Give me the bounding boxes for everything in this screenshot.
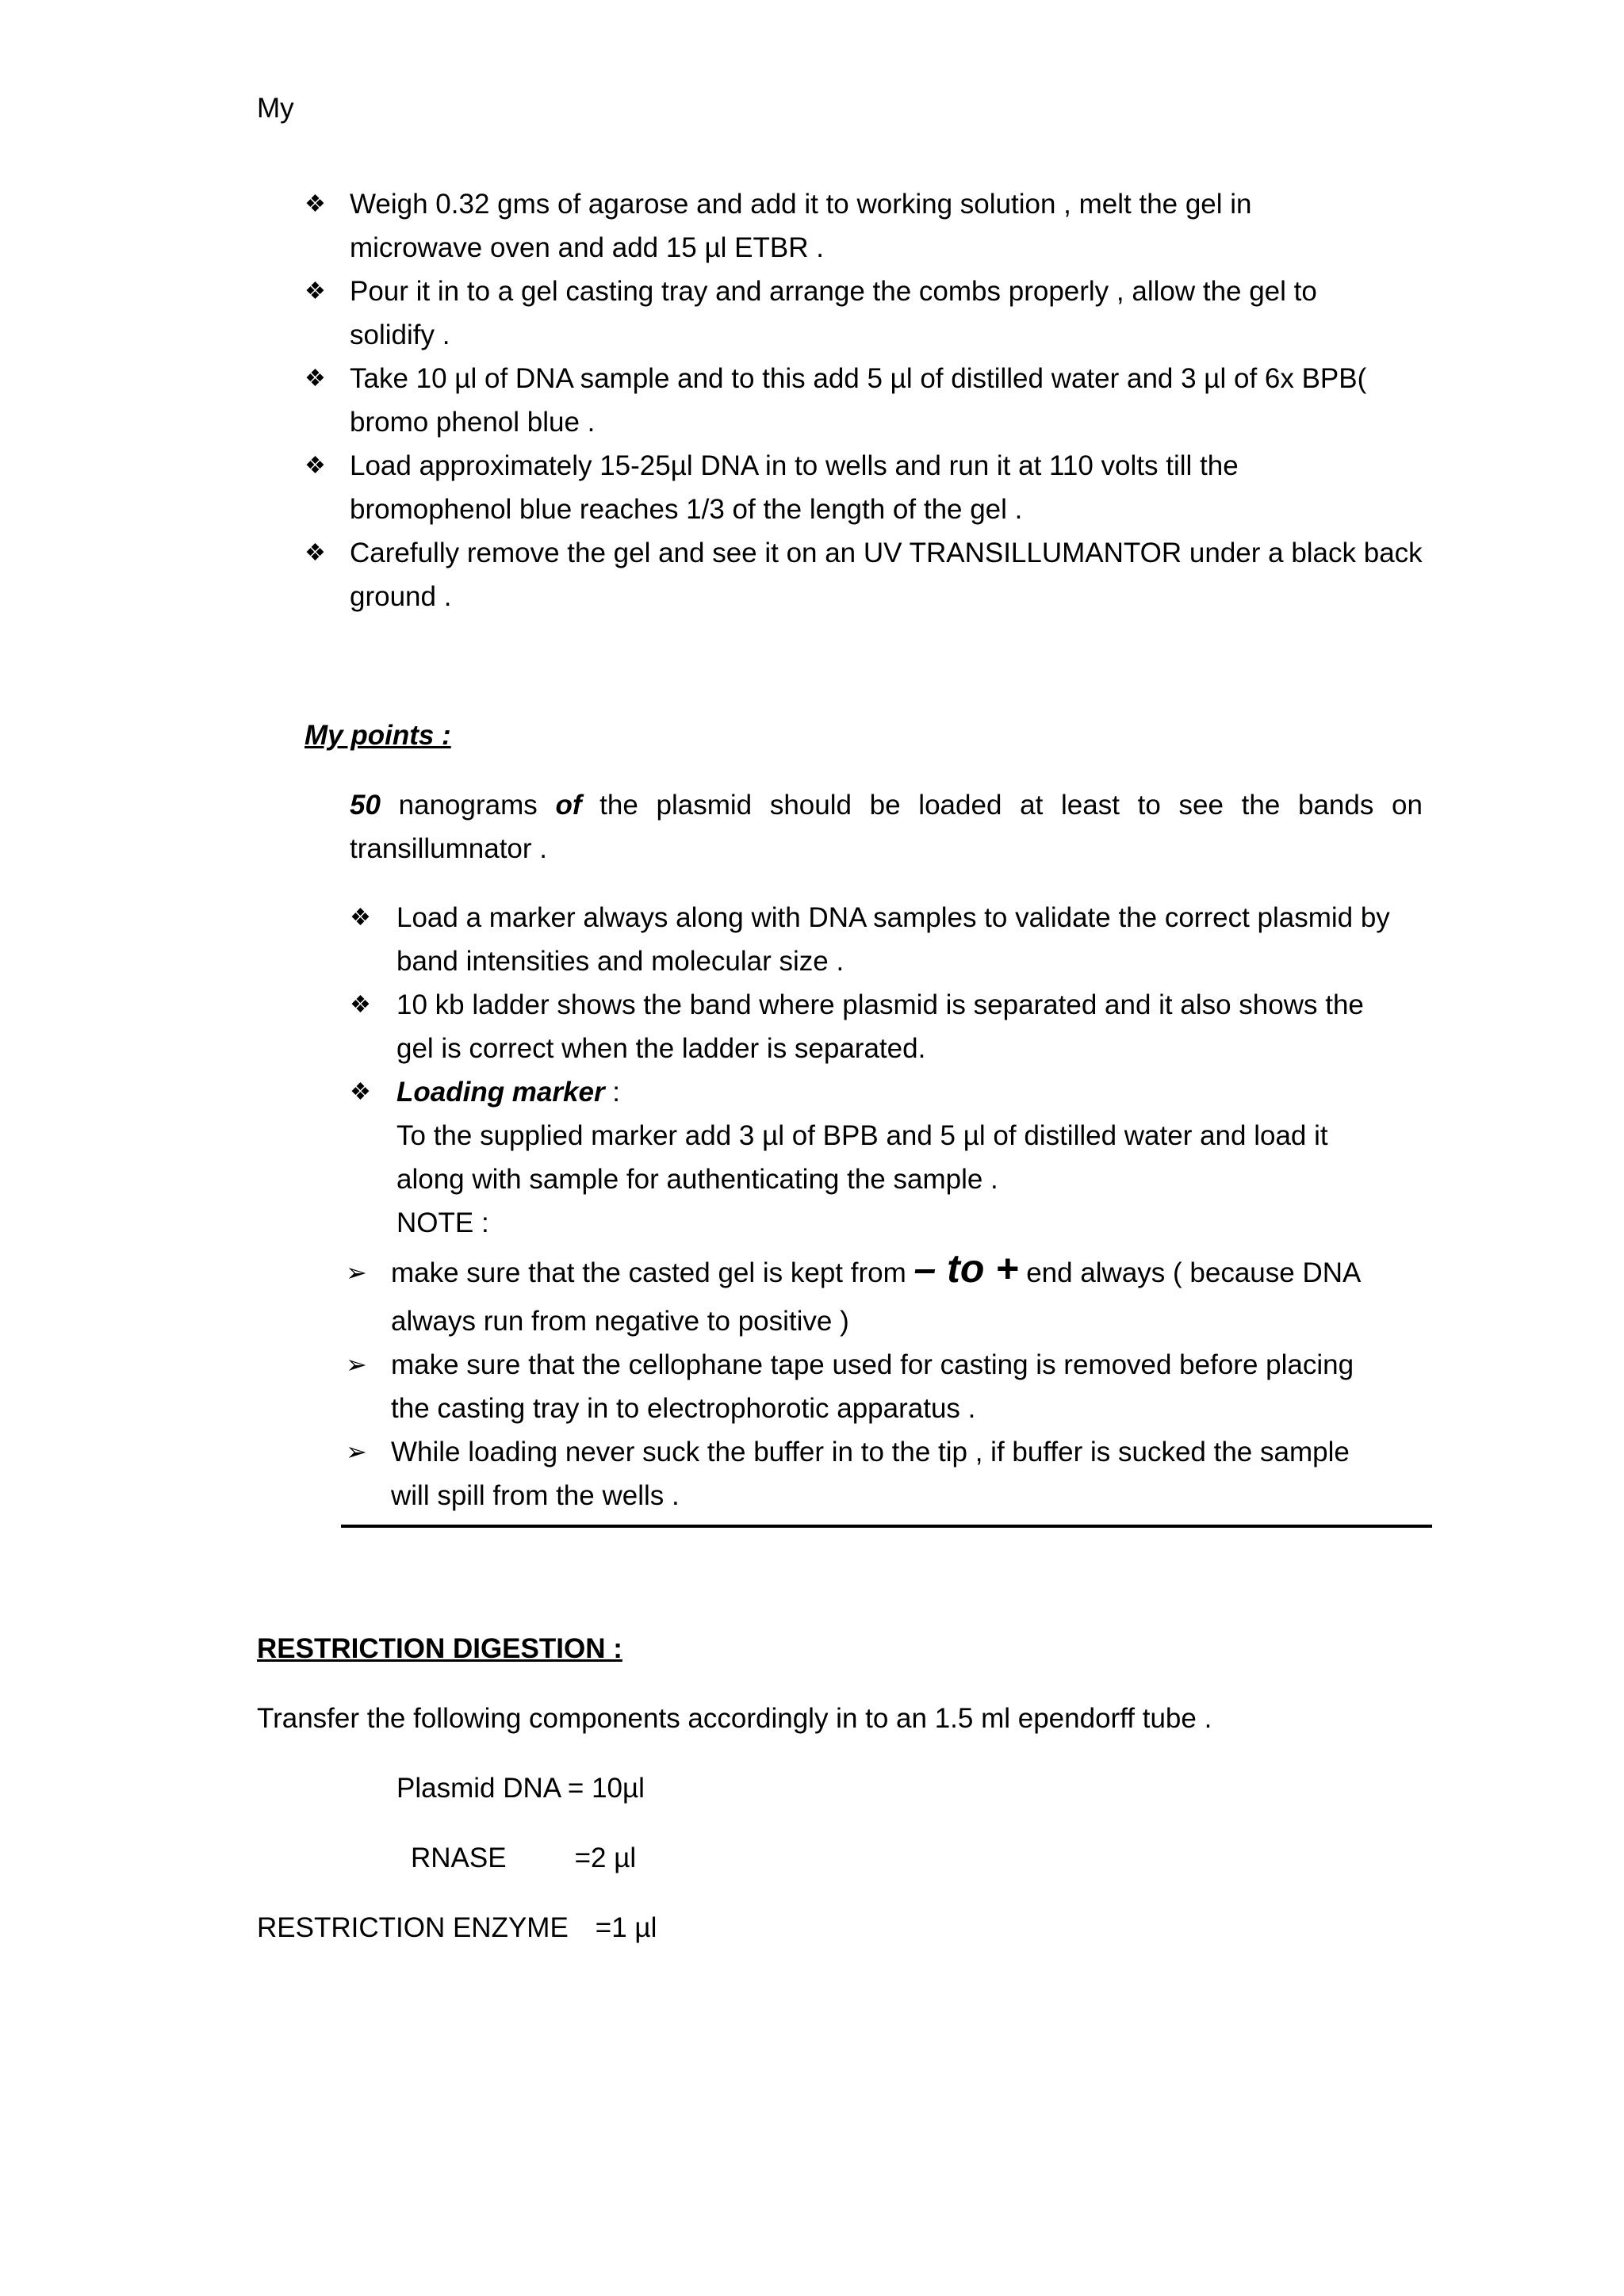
section-intro: Transfer the following components accordingly in to an 1.5 ml ependorff tube . [257,1703,1212,1734]
section-heading: RESTRICTION DIGESTION : [257,1633,622,1664]
component-row: RNASE =2 µl [411,1843,637,1873]
horizontal-rule [341,1525,1432,1528]
diamond-bullet-icon: ❖ [304,365,326,392]
polarity-sign: – to + [914,1246,1019,1291]
component-row: RESTRICTION ENZYME =1 µl [257,1912,657,1943]
diamond-bullet-icon: ❖ [304,540,326,566]
loading-marker-label: Loading marker [396,1077,605,1108]
arrow-bullet-icon: ➢ [346,1258,367,1287]
diamond-bullet-icon: ❖ [304,191,326,217]
paragraph-emphasis: of [555,790,582,821]
diamond-bullet-icon: ❖ [350,992,371,1018]
arrow-bullet-icon: ➢ [346,1350,367,1379]
component-row: Plasmid DNA = 10µl [396,1773,645,1804]
diamond-bullet-icon: ❖ [350,1079,371,1105]
points-heading: My points : [304,720,451,751]
diamond-bullet-icon: ❖ [304,278,326,304]
diamond-bullet-icon: ❖ [350,905,371,931]
arrow-bullet-icon: ➢ [346,1437,367,1466]
page-header: My [257,93,294,124]
diamond-bullet-icon: ❖ [304,453,326,479]
points-paragraph: 50 nanograms of the plasmid should be loaded at least to see the bands on transillumnator . [350,790,1423,864]
paragraph-number: 50 [350,790,381,821]
note-label: NOTE : [396,1207,489,1238]
